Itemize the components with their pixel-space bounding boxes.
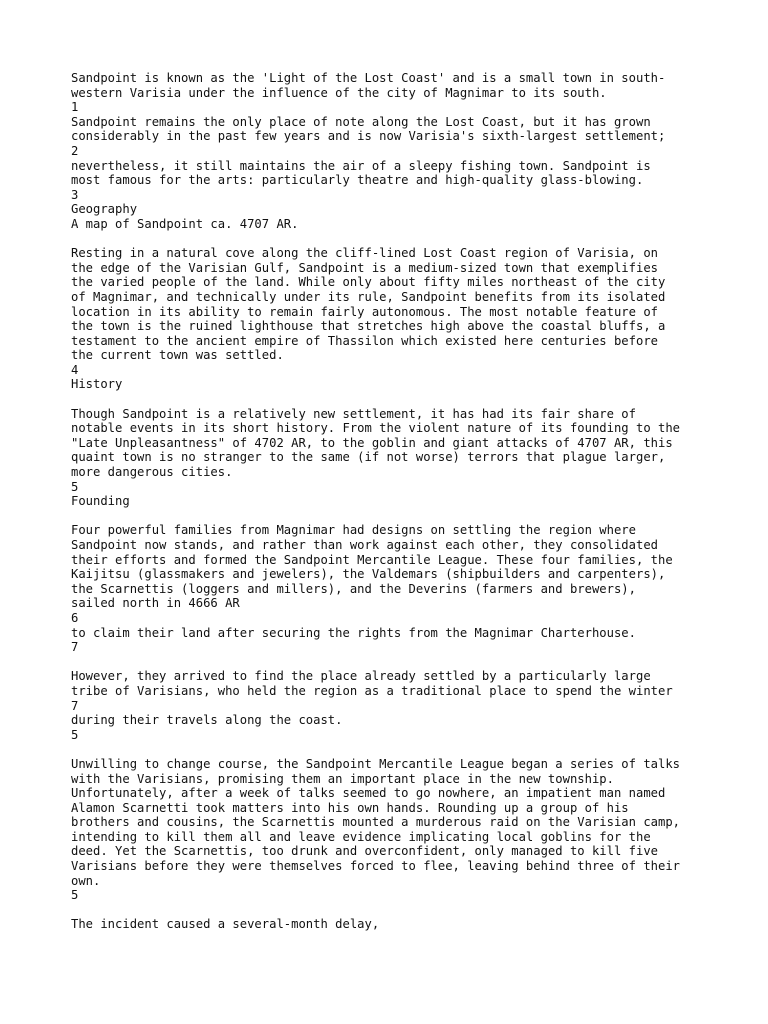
text-line: the town is the ruined lighthouse that stretches high above the coastal bluffs, a bbox=[71, 319, 666, 334]
text-line: location in its ability to remain fairly autonomous. The most notable feature of bbox=[71, 304, 658, 319]
text-line: during their travels along the coast. bbox=[71, 713, 343, 728]
text-line: Unwilling to change course, the Sandpoint Mercantile League began a series of talks bbox=[71, 756, 681, 771]
document-page bbox=[71, 71, 751, 932]
blank-line bbox=[71, 903, 751, 918]
text-line: the edge of the Varisian Gulf, Sandpoint is a medium-sized town that exemplifies bbox=[71, 260, 658, 275]
text-line: Geography bbox=[71, 202, 138, 217]
text-line: A map of Sandpoint ca. 4707 AR. bbox=[71, 216, 299, 231]
footnote-number: 5 bbox=[71, 888, 79, 903]
blank-line bbox=[71, 509, 751, 524]
text-line: own. bbox=[71, 873, 101, 888]
text-line: Though Sandpoint is a relatively new settlement, it has had its fair share of bbox=[71, 406, 636, 421]
text-line: Unfortunately, after a week of talks seemed to go nowhere, an impatient man named bbox=[71, 786, 666, 801]
text-line: "Late Unpleasantness" of 4702 AR, to the goblin and giant attacks of 4707 AR, this bbox=[71, 435, 673, 450]
text-line: the current town was settled. bbox=[71, 348, 284, 363]
blank-line bbox=[71, 392, 751, 407]
text-line: Founding bbox=[71, 494, 130, 509]
text-line: considerably in the past few years and is now Varisia's sixth-largest settlement; bbox=[71, 129, 666, 144]
text-line: deed. Yet the Scarnettis, too drunk and overconfident, only managed to kill five bbox=[71, 844, 658, 859]
text-line: testament to the ancient empire of Thassilon which existed here centuries before bbox=[71, 333, 658, 348]
text-line: Resting in a natural cove along the cliff-lined Lost Coast region of Varisia, on bbox=[71, 246, 658, 261]
text-line: sailed north in 4666 AR bbox=[71, 596, 240, 611]
text-line: of Magnimar, and technically under its rule, Sandpoint benefits from its isolated bbox=[71, 289, 666, 304]
text-line: the Scarnettis (loggers and millers), and the Deverins (farmers and brewers), bbox=[71, 581, 636, 596]
blank-line bbox=[71, 655, 751, 670]
text-line: western Varisia under the influence of the city of Magnimar to its south. bbox=[71, 85, 607, 100]
text-line: the varied people of the land. While only about fifty miles northeast of the city bbox=[71, 275, 666, 290]
text-line: History bbox=[71, 377, 123, 392]
footnote-number: 1 bbox=[71, 100, 79, 115]
footnote-number: 7 bbox=[71, 698, 79, 713]
text-line: quaint town is no stranger to the same (if not worse) terrors that plague larger, bbox=[71, 450, 666, 465]
text-line: Sandpoint is known as the 'Light of the Lost Coast' and is a small town in south- bbox=[71, 71, 666, 85]
footnote-number: 3 bbox=[71, 187, 79, 202]
text-line: intending to kill them all and leave evidence implicating local goblins for the bbox=[71, 829, 651, 844]
text-line: Sandpoint now stands, and rather than work against each other, they consolidated bbox=[71, 538, 658, 552]
footnote-number: 5 bbox=[71, 479, 79, 494]
text-line: their efforts and formed the Sandpoint Mercantile League. These four families, the bbox=[71, 552, 673, 567]
blank-line bbox=[71, 742, 751, 757]
footnote-number: 2 bbox=[71, 143, 79, 158]
blank-line bbox=[71, 232, 751, 247]
footnote-number: 5 bbox=[71, 727, 79, 742]
text-line: However, they arrived to find the place already settled by a particularly large bbox=[71, 669, 651, 684]
text-line: to claim their land after securing the rights from the Magnimar Charterhouse. bbox=[71, 625, 636, 640]
text-line: brothers and cousins, the Scarnettis mounted a murderous raid on the Varisian camp, bbox=[71, 815, 681, 830]
footnote-number: 6 bbox=[71, 610, 79, 625]
text-line: more dangerous cities. bbox=[71, 465, 233, 480]
text-line: most famous for the arts: particularly theatre and high-quality glass-blowing. bbox=[71, 173, 644, 188]
text-line: Kaijitsu (glassmakers and jewelers), the Valdemars (shipbuilders and carpenters), bbox=[71, 567, 666, 582]
text-line: Varisians before they were themselves forced to flee, leaving behind three of their bbox=[71, 859, 681, 874]
text-line: tribe of Varisians, who held the region as a traditional place to spend the winter bbox=[71, 683, 673, 698]
text-line: Four powerful families from Magnimar had designs on settling the region where bbox=[71, 523, 636, 538]
text-line: The incident caused a several-month delay, bbox=[71, 917, 380, 932]
text-line: Sandpoint remains the only place of note along the Lost Coast, but it has grown bbox=[71, 114, 651, 129]
text-line: Alamon Scarnetti took matters into his own hands. Rounding up a group of his bbox=[71, 800, 629, 815]
footnote-number: 7 bbox=[71, 640, 79, 655]
text-line: notable events in its short history. From the violent nature of its founding to the bbox=[71, 421, 681, 436]
footnote-number: 4 bbox=[71, 362, 79, 377]
text-line: nevertheless, it still maintains the air of a sleepy fishing town. Sandpoint is bbox=[71, 158, 651, 173]
text-line: with the Varisians, promising them an important place in the new township. bbox=[71, 771, 614, 786]
